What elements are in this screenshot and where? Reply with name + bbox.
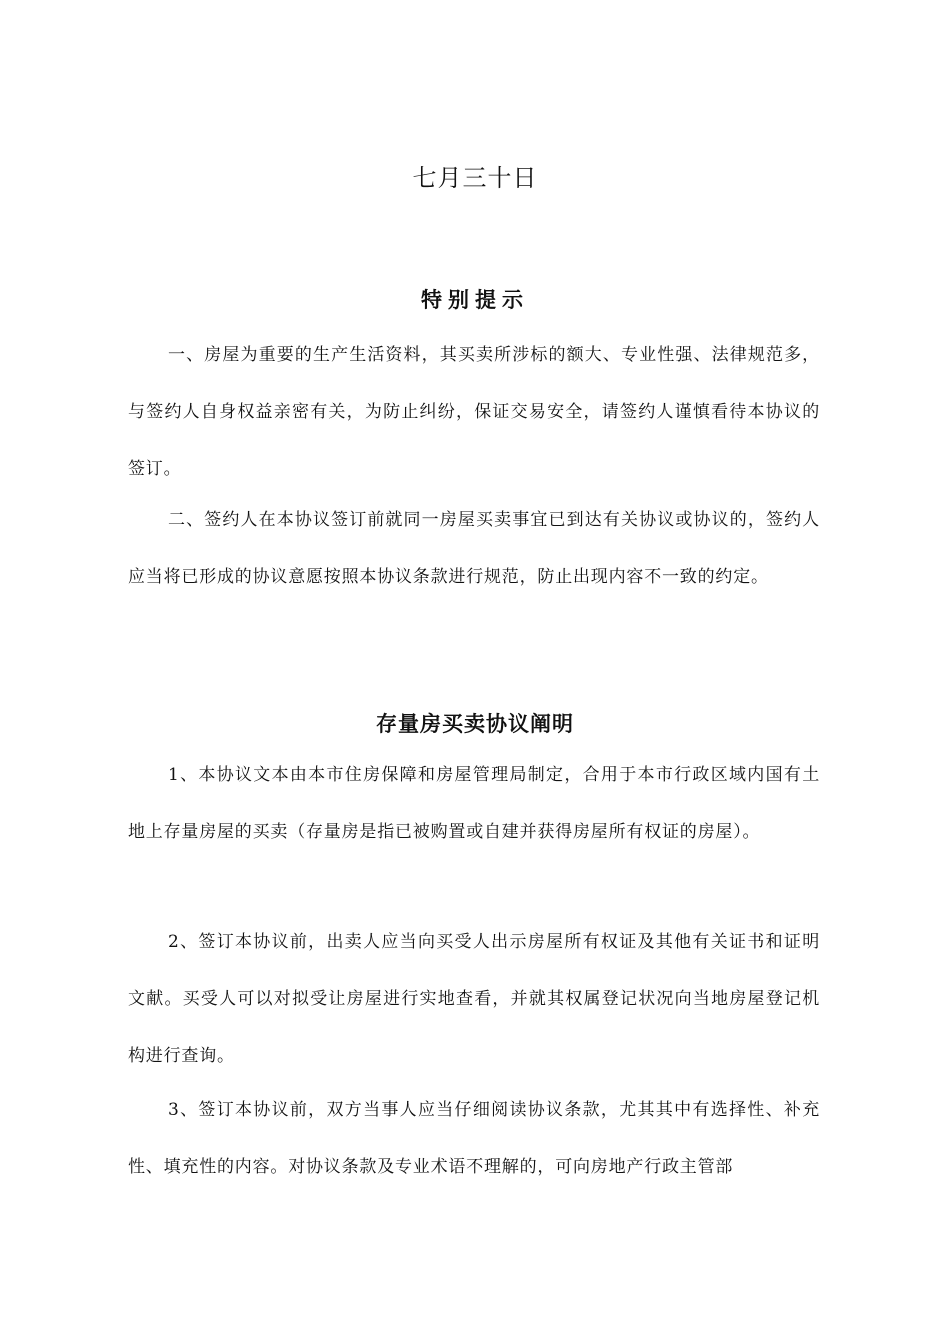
special-notice-paragraph-2: 二、签约人在本协议签订前就同一房屋买卖事宜已到达有关协议或协议的，签约人应当将已形成的协议意愿按照本协议条款进行规范，防止出现内容不一致的约定。 — [128, 510, 820, 587]
special-notice-title: 特别提示 — [421, 288, 529, 312]
statement-paragraph-1: 1、本协议文本由本市住房保障和房屋管理局制定，合用于本市行政区域内国有土地上存量房屋的买卖（存量房是指已被购置或自建并获得房屋所有权证的房屋）。 — [128, 765, 820, 842]
statement-paragraph-2: 2、签订本协议前，出卖人应当向买受人出示房屋所有权证及其他有关证书和证明文献。买受人可以对拟受让房屋进行实地查看，并就其权属登记状况向当地房屋登记机构进行查询。 — [128, 932, 820, 1066]
statement-title: 存量房买卖协议阐明 — [376, 712, 574, 736]
date-heading: 七月三十日 — [412, 164, 538, 192]
special-notice-paragraph-1: 一、房屋为重要的生产生活资料，其买卖所涉标的额大、专业性强、法律规范多，与签约人自身权益亲密有关，为防止纠纷，保证交易安全，请签约人谨慎看待本协议的签订。 — [128, 345, 820, 479]
statement-paragraph-3: 3、签订本协议前，双方当事人应当仔细阅读协议条款，尤其其中有选择性、补充性、填充性的内容。对协议条款及专业术语不理解的，可向房地产行政主管部 — [128, 1100, 820, 1177]
